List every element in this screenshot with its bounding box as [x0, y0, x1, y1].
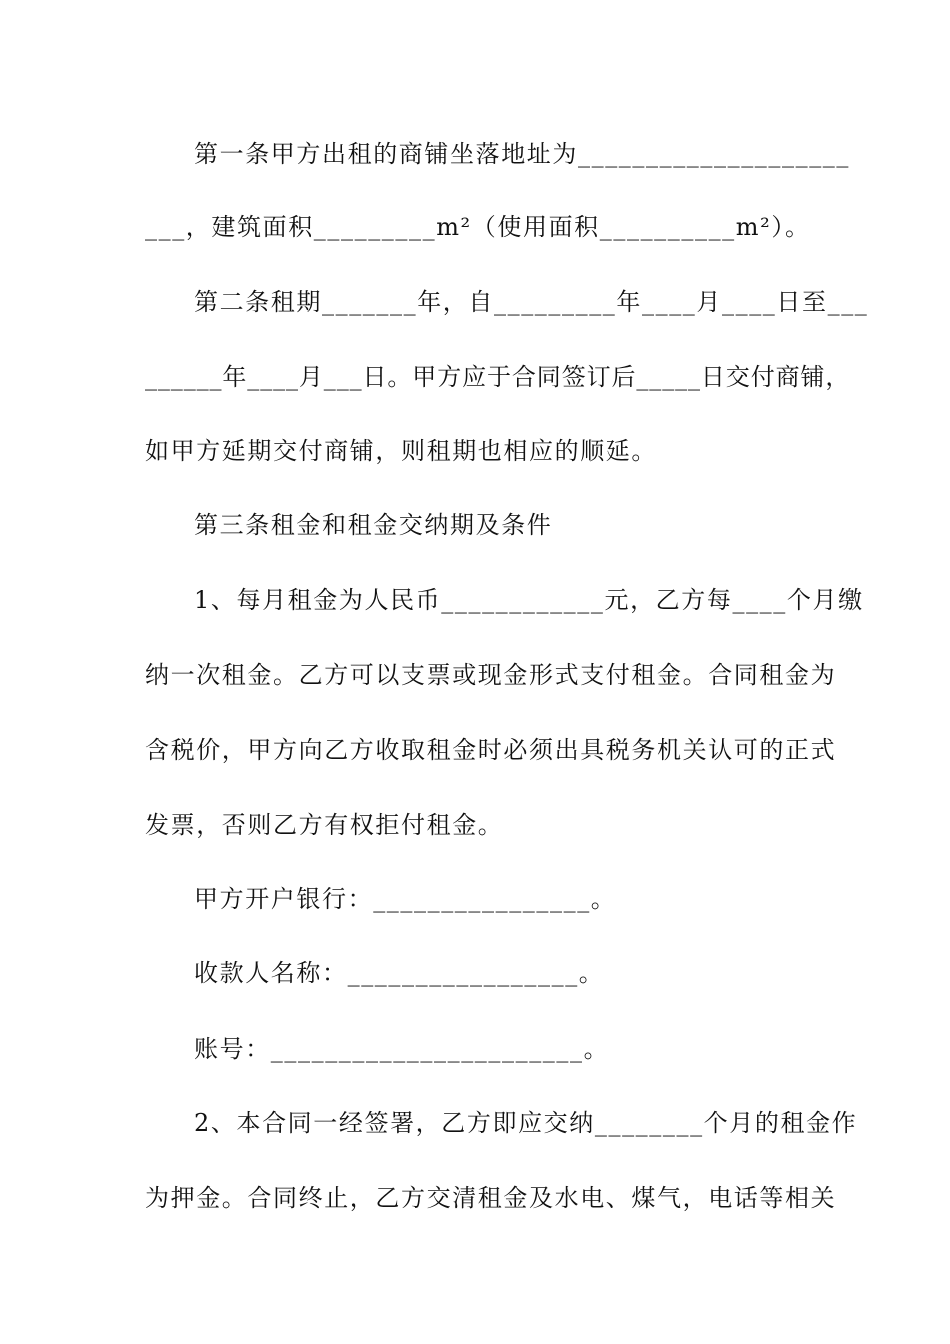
text-line: 如甲方延期交付商铺，则租期也相应的顺延。: [145, 437, 657, 465]
text-line: 第二条租期_______年，自_________年____月____日至___: [194, 288, 869, 316]
text-line: 含税价，甲方向乙方收取租金时必须出具税务机关认可的正式: [145, 736, 837, 764]
text-line: ___，建筑面积_________m²（使用面积__________m²）。: [145, 213, 811, 241]
text-line: 第一条甲方出租的商铺坐落地址为____________________: [194, 140, 850, 168]
text-line: 为押金。合同终止，乙方交清租金及水电、煤气，电话等相关: [145, 1184, 837, 1212]
bank-field: 甲方开户银行：________________。: [194, 885, 617, 913]
payee-field: 收款人名称：_________________。: [194, 959, 605, 987]
account-field: 账号：_______________________。: [194, 1035, 610, 1063]
text-line: 纳一次租金。乙方可以支票或现金形式支付租金。合同租金为: [145, 661, 837, 689]
text-line: 发票，否则乙方有权拒付租金。: [145, 811, 504, 839]
text-line: 2、本合同一经签署，乙方即应交纳________个月的租金作: [194, 1109, 858, 1137]
section-heading: 第三条租金和租金交纳期及条件: [194, 511, 553, 539]
text-line: 1、每月租金为人民币____________元，乙方每____个月缴: [194, 586, 864, 614]
text-line: ______年____月___日。甲方应于合同签订后_____日交付商铺，: [145, 363, 851, 391]
